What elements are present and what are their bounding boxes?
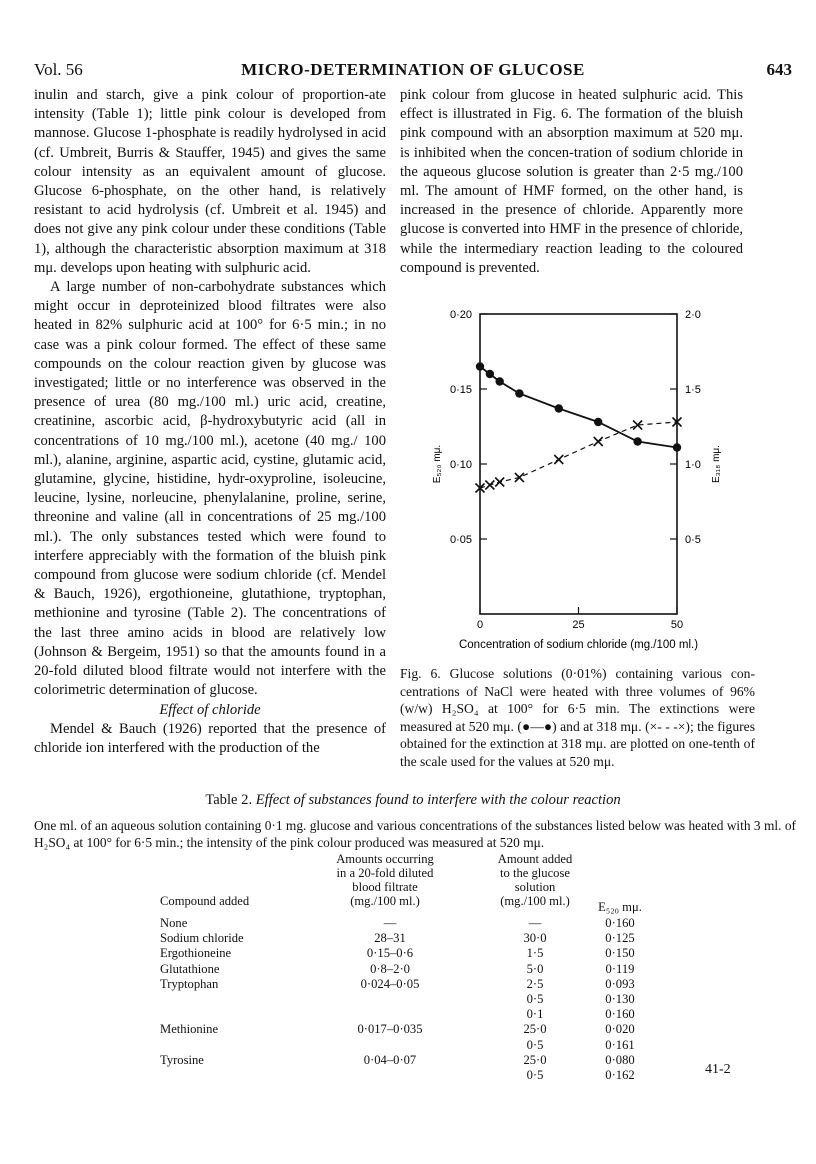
table-cell: 0·020 (605, 1022, 635, 1037)
table-cell: 0·024–0·05 (360, 976, 420, 991)
running-title: MICRO-DETERMINATION OF GLUCOSE (241, 60, 585, 79)
table-cell: 0·125 (605, 931, 635, 946)
right-column (400, 86, 743, 278)
y-right-tick-label: 1·0 (685, 459, 701, 471)
table-row (160, 1007, 680, 1021)
table-cell: None (160, 916, 188, 930)
table-row (160, 946, 680, 960)
table-cell: 30·0 (523, 931, 547, 946)
table-cell: 0·093 (605, 976, 635, 991)
x-tick-label: 50 (670, 619, 684, 631)
series-line-e318 (480, 422, 677, 488)
table-row (160, 916, 680, 930)
table-cell: 0·080 (605, 1052, 635, 1067)
table-row (160, 1068, 680, 1082)
table-cell: 0·04–0·07 (363, 1052, 417, 1067)
volume: Vol. 56 (34, 60, 83, 79)
x-tick-label: 25 (572, 619, 585, 631)
table-cell: Tryptophan (160, 976, 219, 991)
header-amounts-occurring (310, 852, 460, 908)
y-right-tick-label: 1·5 (685, 384, 701, 396)
header-line: (mg./100 ml.) (500, 894, 570, 908)
table-cell: 5·0 (526, 961, 544, 976)
table-cell: 28–31 (374, 931, 406, 946)
y-right-axis-label: E₃₁₈ mμ. (711, 445, 722, 483)
data-point-e520 (486, 370, 494, 378)
table-cell: — (528, 916, 542, 930)
data-point-e520 (594, 418, 602, 426)
table-cell: 0·160 (605, 916, 635, 930)
header-line: blood filtrate (352, 880, 418, 894)
paragraph: Mendel & Bauch (1926) reported that the presence of chloride ion interfered with the production of the (34, 720, 386, 756)
table-cell: Tyrosine (160, 1052, 204, 1067)
paragraph: pink colour from glucose in heated sulphuric acid. This effect is illustrated in Fig. 6. The formation of the bluish pink compound with an absorption maximum at 520 mμ. is inhibited when the concen-tration of sodium chloride in the aqueous glucose solution is greater than 2·5 mg./100 ml. The amount of HMF formed, on the other hand, is increased in the presence of chloride. Apparently more glucose is converted into HMF in the presence of chloride, while the intermediary reaction leading to the coloured compound is prevented. (400, 87, 743, 276)
figure-6-chart (405, 294, 755, 654)
table-row (160, 1053, 680, 1067)
table-cell: 2·5 (526, 976, 544, 991)
header-line: Amount added (497, 852, 573, 866)
series-line-e520 (480, 367, 677, 448)
figure-caption: Fig. 6. Glucose solutions (0·01%) containing various con-centrations of NaCl were heated with three volumes of 96% (w/w) H₂SO₄ at 100° for 6·5 min. The extinctions were measured at 520 mμ. (●—●) and at 318 mμ. (×- - -×); the figures obtained for the extinction at 318 mμ. are plotted on one-tenth of the scale used for the values at 520 mμ. (400, 666, 755, 769)
table-row (160, 1022, 680, 1036)
y-right-tick-label: 0·5 (685, 534, 701, 546)
table-cell: 25·0 (523, 1052, 547, 1067)
header-line: (mg./100 ml.) (350, 894, 420, 908)
section-heading: Effect of chloride (159, 701, 261, 718)
table-note: One ml. of an aqueous solution containing 0·1 mg. glucose and various concentrations of the substances listed below was heated with 3 ml. of H₂SO₄ at 100° for 6·5 min.; the intensity of the pink colour produced was measured at 520 mμ. (34, 818, 796, 850)
table-cell: 0·130 (605, 992, 635, 1006)
data-point-e520 (555, 404, 563, 412)
header-line: in a 20-fold diluted (336, 866, 434, 880)
table-cell: 1·5 (526, 946, 544, 961)
x-tick-label: 0 (476, 619, 484, 631)
header-line: Amounts occurring (336, 852, 434, 866)
table-cell: 0·5 (526, 992, 544, 1006)
x-axis-label: Concentration of sodium chloride (mg./100 ml.) (458, 639, 699, 651)
data-point-e520 (476, 362, 484, 370)
header-line: solution (514, 880, 556, 894)
table-row (160, 962, 680, 976)
table-title (34, 792, 792, 809)
data-point-e318 (485, 481, 494, 490)
y-left-tick-label: 0·10 (449, 459, 472, 471)
table-cell: Methionine (160, 1022, 219, 1037)
paragraph: A large number of non-carbohydrate substances which might occur in deproteinized blood filtrates were also heated in 82% sulphuric acid at 100° for 6·5 min.; in no case was a pink colour formed. The effect of these same compounds on the colour reaction given by glucose was investigated; little or no interference was observed in the presence of urea (80 mg./100 ml.) uric acid, creatine, creatinine, ascorbic acid, β-hydroxybutyric acid (all in concentrations of 10 mg./100 ml.), acetone (40 mg./ 100 ml.), alanine, arginine, aspartic acid, cystine, glutamic acid, glutamine, glycine, histidine, hydr-oxyproline, isoleucine, leucine, lysine, norleucine, phenylalanine, proline, serine, threonine and valine (all in concentrations of 25 mg./100 ml.). The only substances tested which were found to interfere appreciably with the formation of the bluish pink compound from glucose were sodium chloride (cf. Mendel & Bauch, 1926), ergothioneine, glutathione, tryptophan, methionine and tyrosine (Table 2). The concentrations of the last three amino acids in blood are relatively low (Johnson & Bergeim, 1951) so that the amounts found in a 20-fold diluted blood filtrate would not interfere with the colorimetric determination of glucose. (34, 279, 386, 699)
signature-mark: 41-2 (705, 1062, 731, 1077)
y-left-axis-label: E₅₂₀ mμ. (432, 444, 443, 484)
header-extinction: E₅₂₀ mμ. (598, 900, 642, 914)
table-row (160, 1038, 680, 1052)
header-line: to the glucose (500, 866, 570, 880)
left-column (34, 86, 386, 758)
table-cell: 0·1 (526, 1007, 544, 1022)
table-title-text: Effect of substances found to interfere with the colour reaction (255, 792, 621, 808)
table-cell: 25·0 (523, 1022, 547, 1037)
page-number: 643 (766, 60, 792, 79)
table-cell: 0·150 (605, 946, 635, 961)
data-point-e318 (515, 473, 524, 482)
table-row (160, 992, 680, 1006)
table-cell: 0·161 (605, 1037, 635, 1052)
table-row (160, 977, 680, 991)
table-cell: 0·160 (605, 1007, 635, 1022)
data-point-e520 (515, 389, 523, 397)
table-cell: 0·119 (605, 961, 635, 976)
data-point-e520 (673, 443, 681, 451)
table-cell: 0·017–0·035 (357, 1022, 423, 1037)
plot-frame (480, 314, 677, 614)
header-compound: Compound added (160, 894, 250, 908)
paragraph: inulin and starch, give a pink colour of proportion-ate intensity (Table 1); little pink colour is developed from mannose. Glucose 1-phosphate is readily hydrolysed in acid (cf. Umbreit, Burris & Stauffer, 1945) and gives the same colour intensity as an equivalent amount of glucose. Glucose 6-phosphate, on the other hand, is relatively resistant to acid hydrolysis (cf. Umbreit et al. 1945) and does not give any pink colour under these conditions (Table 1), although the characteristic absorption maximum at 318 mμ. develops upon heating with sulphuric acid. (34, 87, 386, 276)
y-left-tick-label: 0·05 (449, 534, 472, 546)
y-left-tick-label: 0·20 (449, 309, 472, 321)
table-row (160, 931, 680, 945)
table-cell: — (383, 916, 397, 930)
data-point-e318 (554, 455, 563, 464)
data-point-e520 (633, 437, 641, 445)
table-cell: 0·5 (526, 1037, 544, 1052)
table-cell: 0·8–2·0 (370, 961, 410, 976)
table-cell: Glutathione (160, 961, 220, 976)
data-point-e520 (496, 377, 504, 385)
data-point-e318 (594, 437, 603, 446)
table-cell: 0·162 (605, 1068, 635, 1082)
table-cell: 0·15–0·6 (366, 946, 414, 961)
table-label: Table 2. (205, 792, 253, 808)
y-right-tick-label: 2·0 (685, 309, 701, 321)
data-point-e318 (495, 478, 504, 487)
table-cell: 0·5 (526, 1068, 544, 1082)
y-left-tick-label: 0·15 (449, 384, 472, 396)
table-cell: Ergothioneine (160, 946, 232, 961)
running-header (34, 60, 792, 82)
table-cell: Sodium chloride (160, 931, 244, 946)
